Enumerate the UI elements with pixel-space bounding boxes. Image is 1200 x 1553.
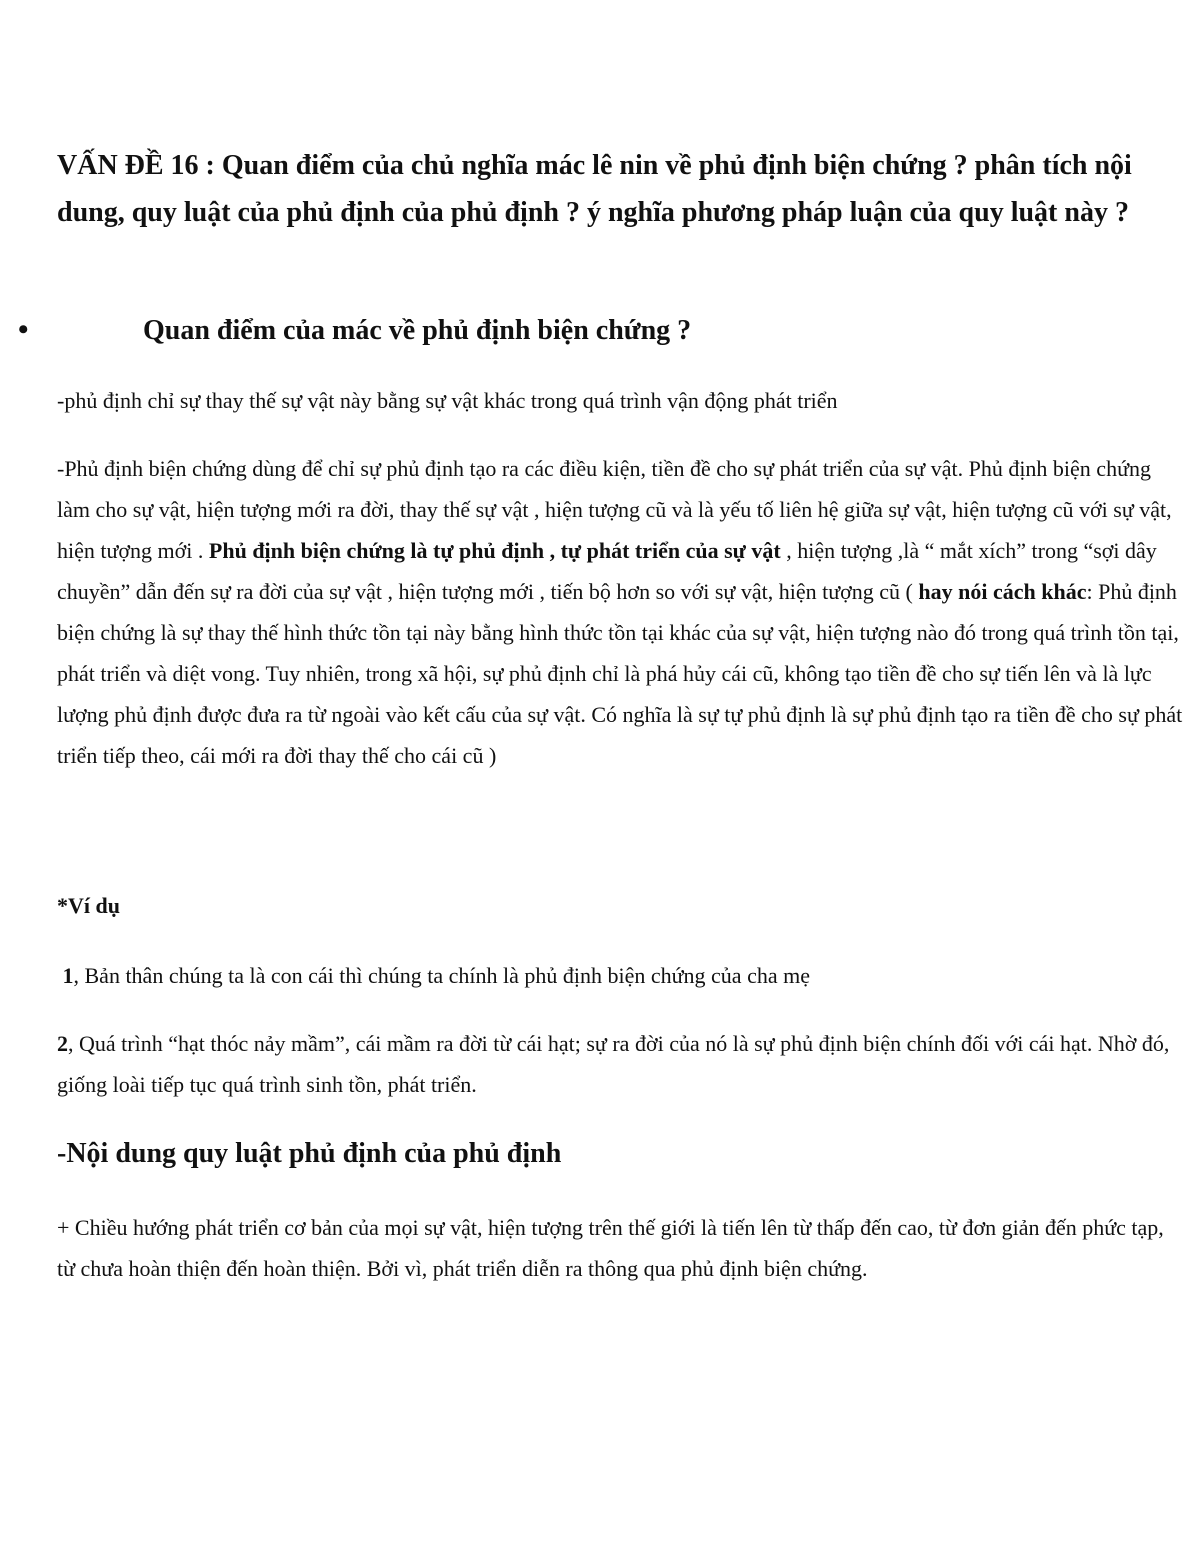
para2-part2: , hiện tượng ,là “ mắt xích” trong “sợi dây chuyền” dẫn đến sự ra đời của sự vật , hiện tượng mới , tiến bộ hơn so với sự vật, hiện tượng cũ (: [57, 538, 1157, 604]
example-1: [57, 955, 1185, 996]
example-1-text: , Bản thân chúng ta là con cái thì chúng ta chính là phủ định biện chứng của cha mẹ: [73, 963, 810, 988]
example-2-number: 2: [57, 1031, 68, 1056]
bullet-heading: [18, 308, 1178, 353]
document-title: VẤN ĐỀ 16 : Quan điểm của chủ nghĩa mác lê nin về phủ định biện chứng ? phân tích nội dung, quy luật của phủ định của phủ định ? ý nghĩa phương pháp luận của quy luật này ?: [57, 150, 1132, 228]
para2-part3: : Phủ định biện chứng là sự thay thế hình thức tồn tại này bằng hình thức tồn tại khác của sự vật, hiện tượng nào đó trong quá trình tồn tại, phát triển và diệt vong. Tuy nhiên, trong xã hội, sự phủ định chỉ là phá hủy cái cũ, không tạo tiền đề cho sự tiến lên và là lực lượng phủ định được đưa ra từ ngoài vào kết cấu của sự vật. Có nghĩa là sự tự phủ định là sự phủ định tạo ra tiền đề cho sự phát triển tiếp theo, cái mới ra đời thay thế cho cái cũ ): [57, 579, 1183, 768]
bullet-icon: •: [18, 313, 29, 346]
paragraph-dialectical-negation: [57, 448, 1185, 776]
para2-bold2: hay nói cách khác: [918, 579, 1087, 604]
example-2: [57, 1023, 1185, 1105]
example-1-number: 1: [62, 963, 74, 988]
example-2-text: , Quá trình “hạt thóc nảy mầm”, cái mầm ra đời từ cái hạt; sự ra đời của nó là sự phủ định biện chính đối với cái hạt. Nhờ đó, giống loài tiếp tục quá trình sinh tồn, phát triển.: [57, 1031, 1170, 1097]
bullet-heading-text: Quan điểm của mác về phủ định biện chứng ?: [143, 315, 692, 346]
paragraph-development-direction: + Chiều hướng phát triển cơ bản của mọi sự vật, hiện tượng trên thế giới là tiến lên từ thấp đến cao, từ đơn giản đến phức tạp, từ chưa hoàn thiện đến hoàn thiện. Bởi vì, phát triển diễn ra thông qua phủ định biện chứng.: [57, 1215, 1164, 1281]
example-label: *Ví dụ: [57, 893, 120, 918]
para2-bold1: Phủ định biện chứng là tự phủ định , tự phát triển của sự vật: [208, 538, 781, 563]
section-heading: -Nội dung quy luật phủ định của phủ định: [57, 1138, 562, 1169]
paragraph-definition: -phủ định chỉ sự thay thế sự vật này bằng sự vật khác trong quá trình vận động phát triển: [57, 388, 838, 413]
para2-part1: -Phủ định biện chứng dùng để chỉ sự phủ định tạo ra các điều kiện, tiền đề cho sự phát triển của sự vật. Phủ định biện chứng làm cho sự vật, hiện tượng mới ra đời, thay thế sự vật , hiện tượng cũ và là yếu tố liên hệ giữa sự vật, hiện tượng cũ với sự vật, hiện tượng mới .: [57, 456, 1172, 563]
